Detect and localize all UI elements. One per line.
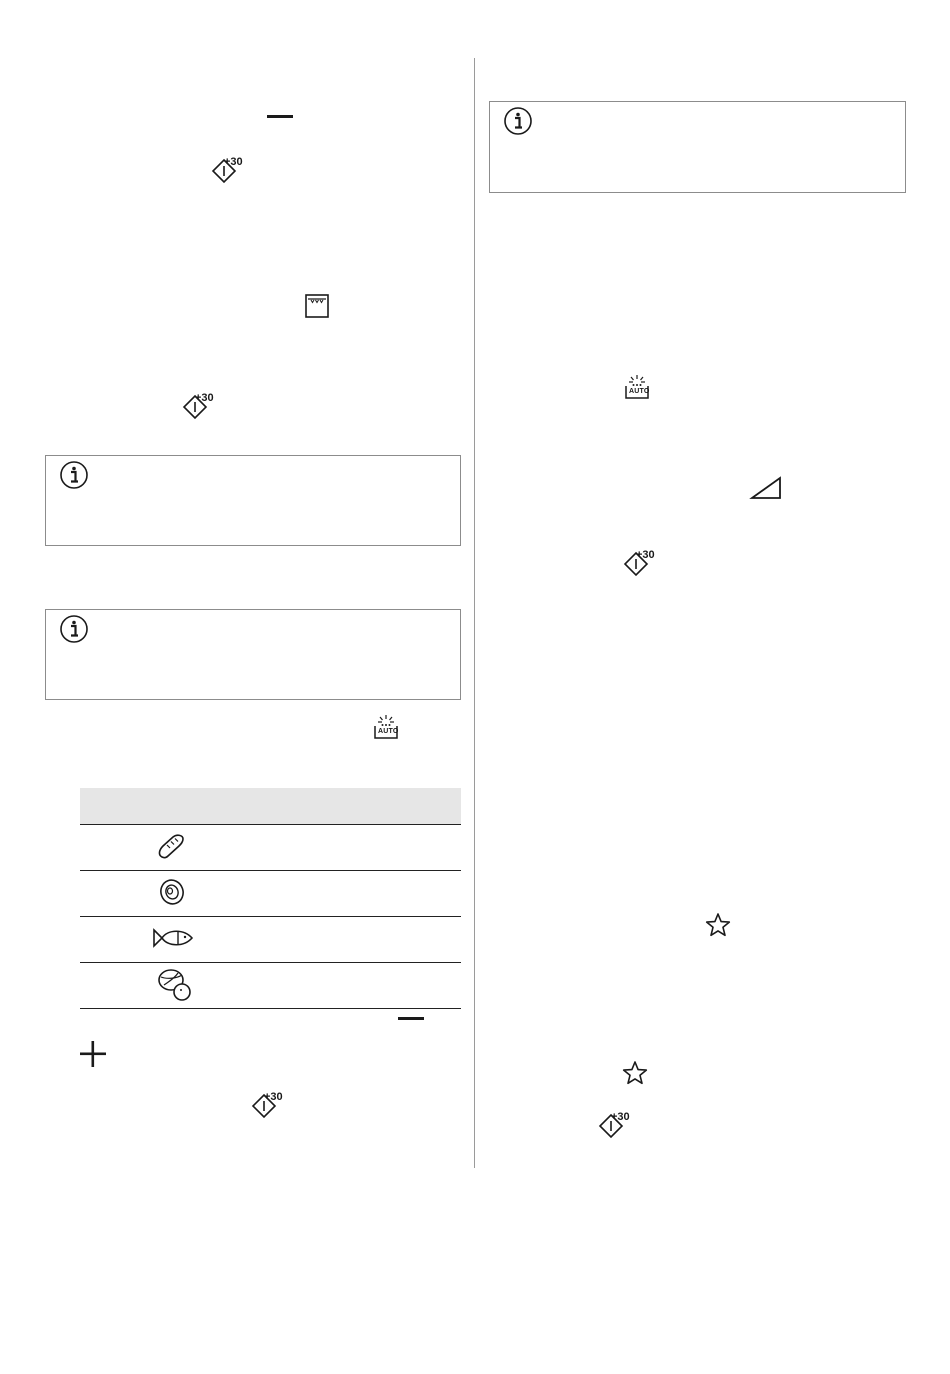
minus-icon bbox=[398, 1017, 424, 1021]
triangle-icon bbox=[750, 476, 782, 500]
auto-programme-icon: AUTO bbox=[624, 374, 650, 400]
auto-programme-icon: AUTO bbox=[373, 714, 399, 740]
table-row bbox=[80, 963, 461, 1009]
minus-icon bbox=[267, 115, 293, 119]
info-icon bbox=[59, 614, 89, 644]
plus-icon bbox=[80, 1041, 106, 1067]
star-icon bbox=[705, 912, 731, 938]
table-header bbox=[80, 788, 461, 825]
bread-icon bbox=[154, 833, 188, 866]
table-row bbox=[80, 825, 461, 871]
info-icon bbox=[503, 106, 533, 136]
table-row bbox=[80, 871, 461, 917]
info-note bbox=[489, 101, 906, 193]
star-icon bbox=[622, 1060, 648, 1086]
food-table bbox=[80, 788, 461, 1009]
start-plus30-icon: +30 bbox=[211, 158, 239, 186]
vegetables-icon bbox=[156, 967, 194, 1008]
info-note bbox=[45, 609, 461, 700]
info-icon bbox=[59, 460, 89, 490]
start-plus30-icon: +30 bbox=[182, 394, 210, 422]
fish-icon bbox=[152, 927, 194, 954]
oven-lamp-icon bbox=[305, 294, 329, 318]
meat-icon bbox=[158, 877, 188, 912]
table-row bbox=[80, 917, 461, 963]
start-plus30-icon: +30 bbox=[598, 1113, 626, 1141]
start-plus30-icon: +30 bbox=[251, 1093, 279, 1121]
column-divider bbox=[474, 58, 475, 1168]
info-note bbox=[45, 455, 461, 546]
start-plus30-icon: +30 bbox=[623, 551, 651, 579]
